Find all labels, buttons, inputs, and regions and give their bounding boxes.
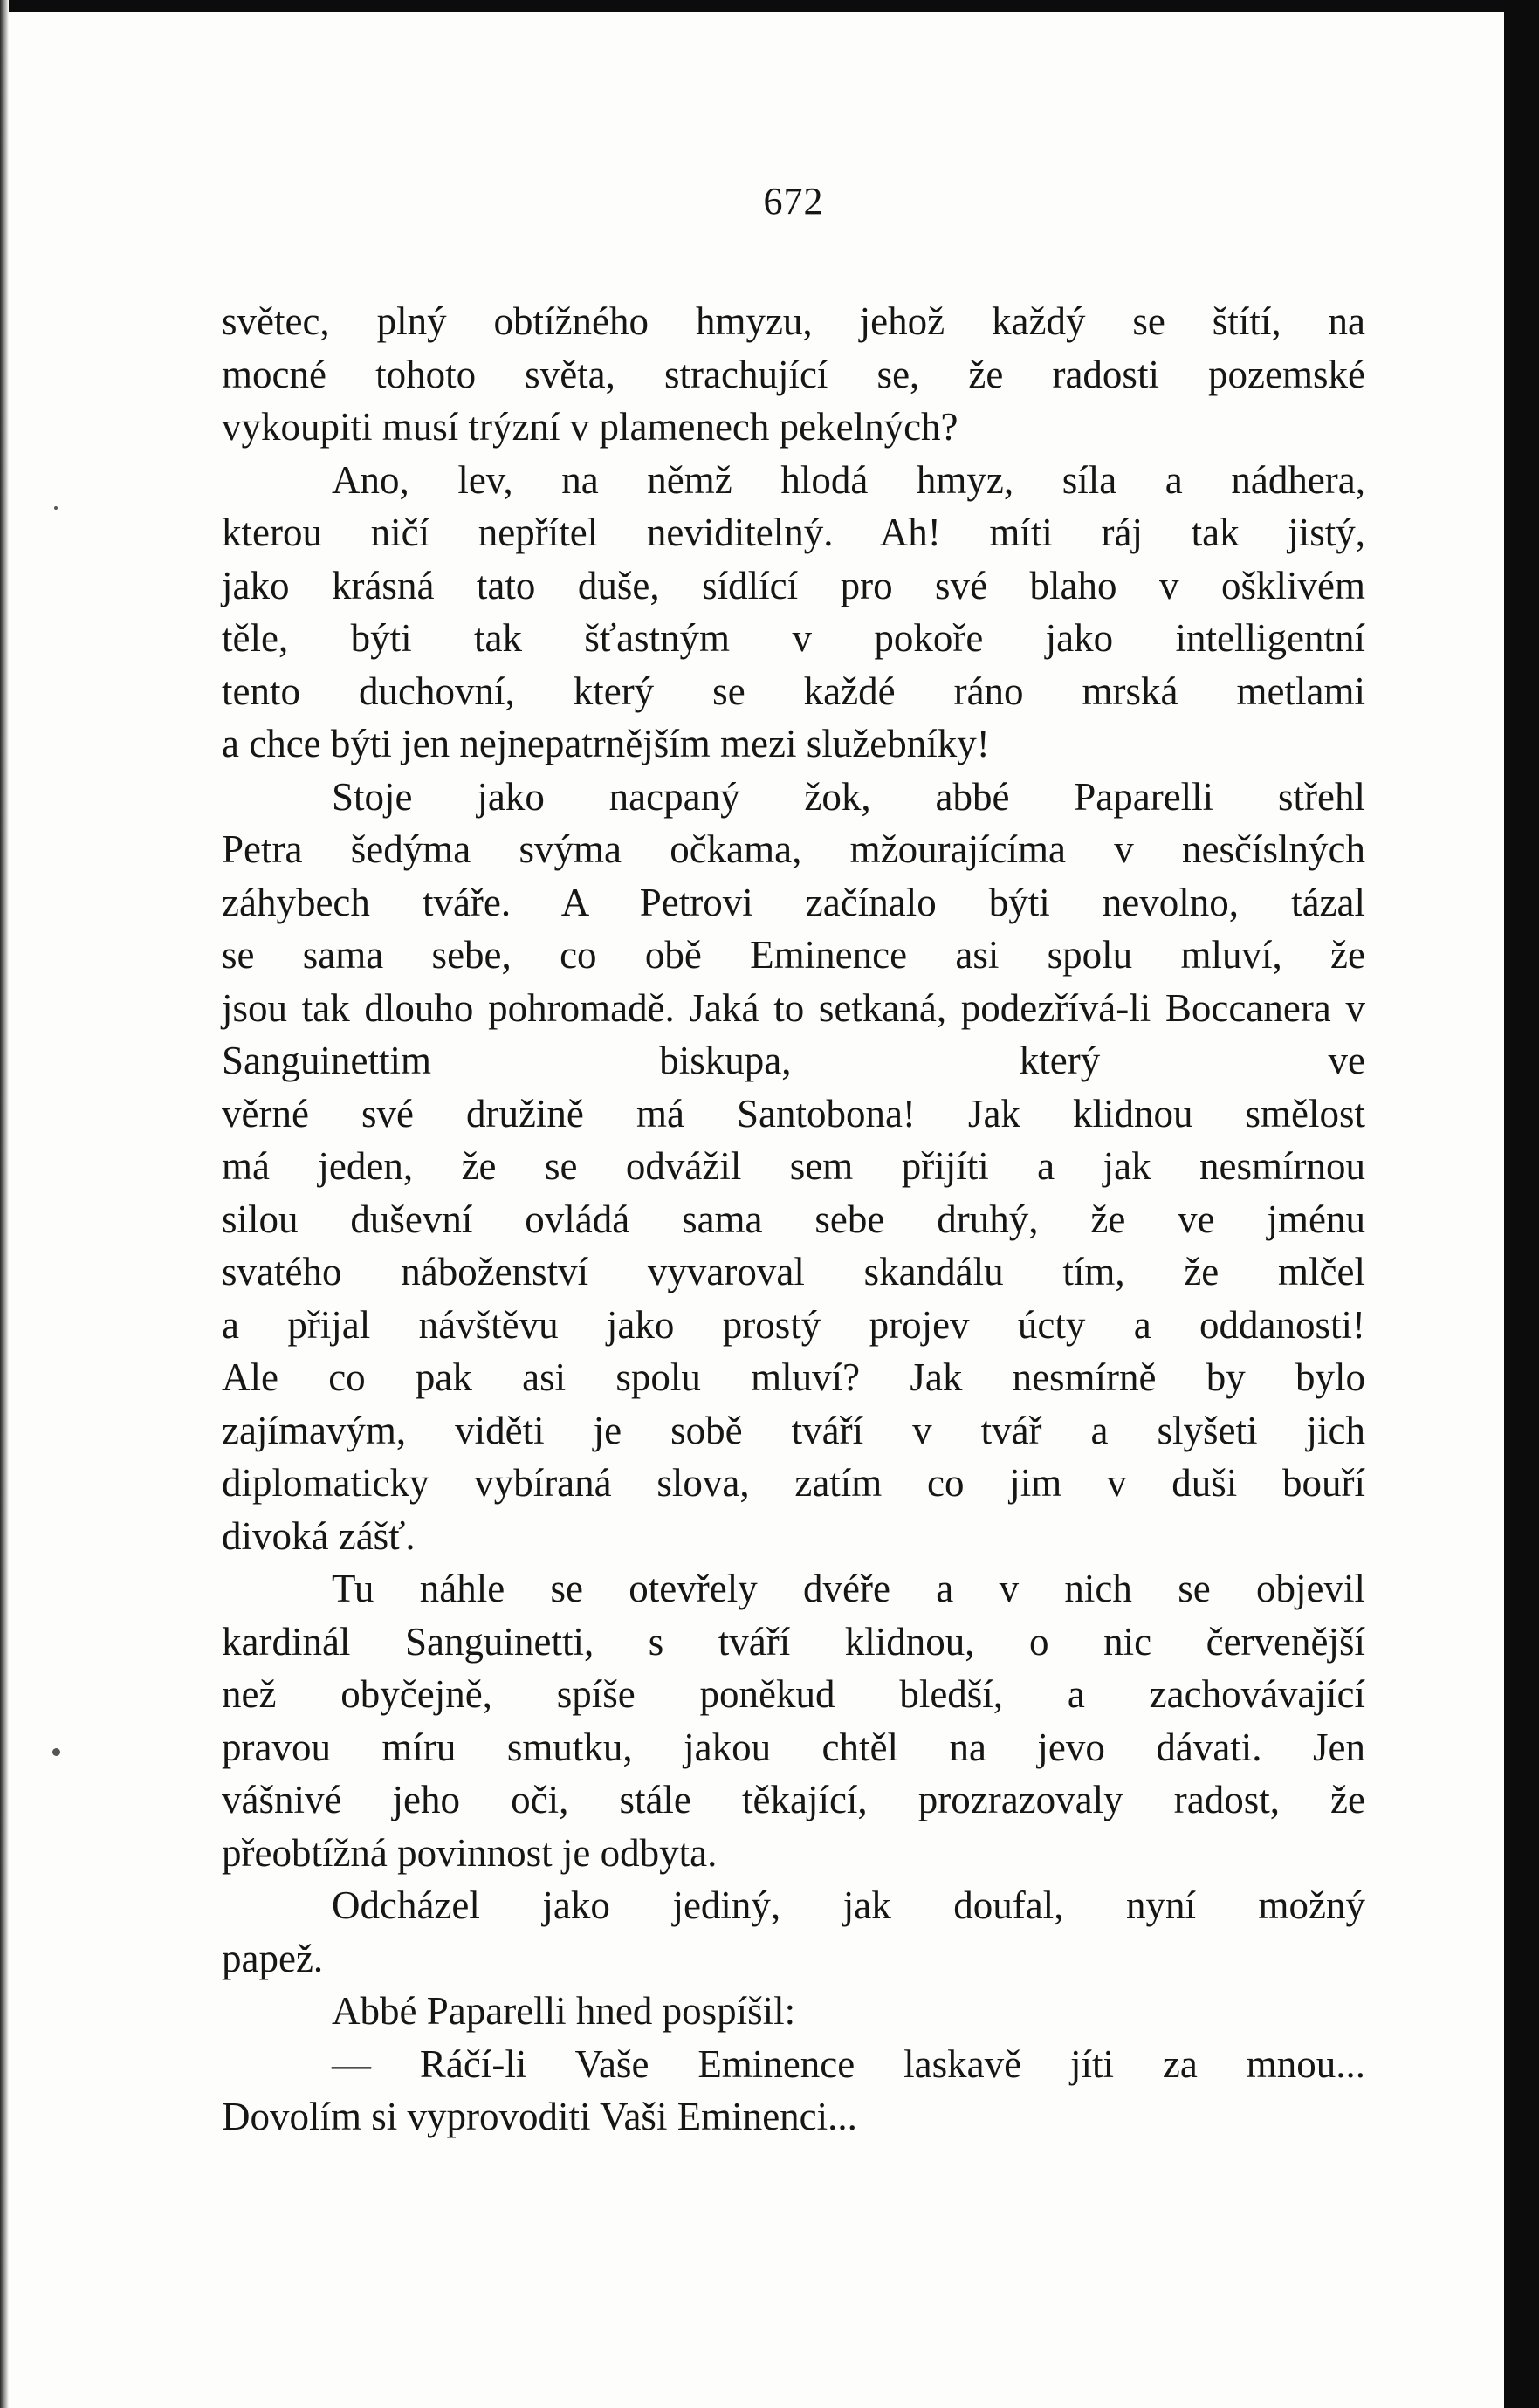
text-line: tento duchovní, který se každé ráno mrská metlami xyxy=(222,669,1365,713)
text-line: jsou tak dlouho pohromadě. Jaká to setkaná, podezřívá-li Boccanera v Sanguinettim biskupa, který ve xyxy=(222,985,1365,1082)
paragraph xyxy=(222,2038,1365,2144)
page-number: 672 xyxy=(763,180,824,223)
text-line: pravou míru smutku, jakou chtěl na jevo dávati. Jen xyxy=(222,1725,1365,1769)
paragraph xyxy=(222,454,1365,771)
text-line: Tu náhle se otevřely dvéře a v nich se objevil xyxy=(332,1567,1365,1610)
book-page xyxy=(222,179,1365,2144)
text-line: světec, plný obtížného hmyzu, jehož každý se štítí, na xyxy=(222,299,1365,343)
text-line: kardinál Sanguinetti, s tváří klidnou, o nic červenější xyxy=(222,1619,1365,1664)
text-line: jako krásná tato duše, sídlící pro své blaho v ošklivém xyxy=(222,563,1365,607)
text-line: Stoje jako nacpaný žok, abbé Paparelli střehl xyxy=(332,774,1365,819)
paragraph xyxy=(222,1562,1365,1879)
text-line: Ale co pak asi spolu mluví? Jak nesmírně by bylo xyxy=(222,1355,1365,1399)
text-line: Petra šedýma svýma očkama, mžourajícíma v nesčíslných xyxy=(222,827,1365,871)
paragraph xyxy=(222,295,1365,454)
text-line: divoká zášť. xyxy=(222,1513,416,1558)
text-line: než obyčejně, spíše poněkud bledší, a zachovávající xyxy=(222,1672,1365,1716)
text-line: Ano, lev, na němž hlodá hmyz, síla a nádhera, xyxy=(332,457,1365,502)
text-line: papež. xyxy=(222,1936,324,1980)
text-line: diplomaticky vybíraná slova, zatím co jim v duši bouří xyxy=(222,1461,1365,1505)
text-body xyxy=(222,295,1365,2144)
paragraph xyxy=(222,1985,1365,2038)
text-line: mocné tohoto světa, strachující se, že radosti pozemské xyxy=(222,352,1365,396)
text-line: Dovolím si vyprovoditi Vaši Eminenci... xyxy=(222,2095,857,2138)
text-line: vykoupiti musí trýzní v plamenech pekelných? xyxy=(222,405,958,449)
text-line: věrné své družině má Santobona! Jak klidnou smělost xyxy=(222,1091,1365,1135)
text-line: zajímavým, viděti je sobě tváří v tvář a slyšeti jich xyxy=(222,1408,1365,1452)
scan-speck xyxy=(52,1748,60,1756)
text-line: těle, býti tak šťastným v pokoře jako intelligentní xyxy=(222,616,1365,660)
text-line: vášnivé jeho oči, stále těkající, prozrazovaly radost, že xyxy=(222,1778,1365,1821)
scan-speck xyxy=(54,506,58,510)
text-line: kterou ničí nepřítel neviditelný. Ah! míti ráj tak jistý, xyxy=(222,511,1365,554)
text-line: silou duševní ovládá sama sebe druhý, že ve jménu xyxy=(222,1197,1365,1241)
text-line: — Ráčí-li Vaše Eminence laskavě jíti za mnou... xyxy=(332,2041,1365,2086)
text-line: se sama sebe, co obě Eminence asi spolu mluví, že xyxy=(222,933,1365,977)
text-line: a přijal návštěvu jako prostý projev úcty a oddanosti! xyxy=(222,1302,1365,1347)
page-edge-shadow xyxy=(0,0,9,2408)
text-line: má jeden, že se odvážil sem přijíti a jak nesmírnou xyxy=(222,1144,1365,1188)
text-line: přeobtížná povinnost je odbyta. xyxy=(222,1830,718,1875)
text-line: Odcházel jako jediný, jak doufal, nyní možný xyxy=(332,1883,1365,1927)
paragraph xyxy=(222,771,1365,1563)
paragraph xyxy=(222,1879,1365,1985)
text-line: záhybech tváře. A Petrovi začínalo býti nevolno, tázal xyxy=(222,880,1365,924)
text-line: Abbé Paparelli hned pospíšil: xyxy=(332,1989,796,2033)
text-line: a chce býti jen nejnepatrnějším mezi služebníky! xyxy=(222,722,990,765)
text-line: svatého náboženství vyvaroval skandálu tím, že mlčel xyxy=(222,1250,1365,1293)
